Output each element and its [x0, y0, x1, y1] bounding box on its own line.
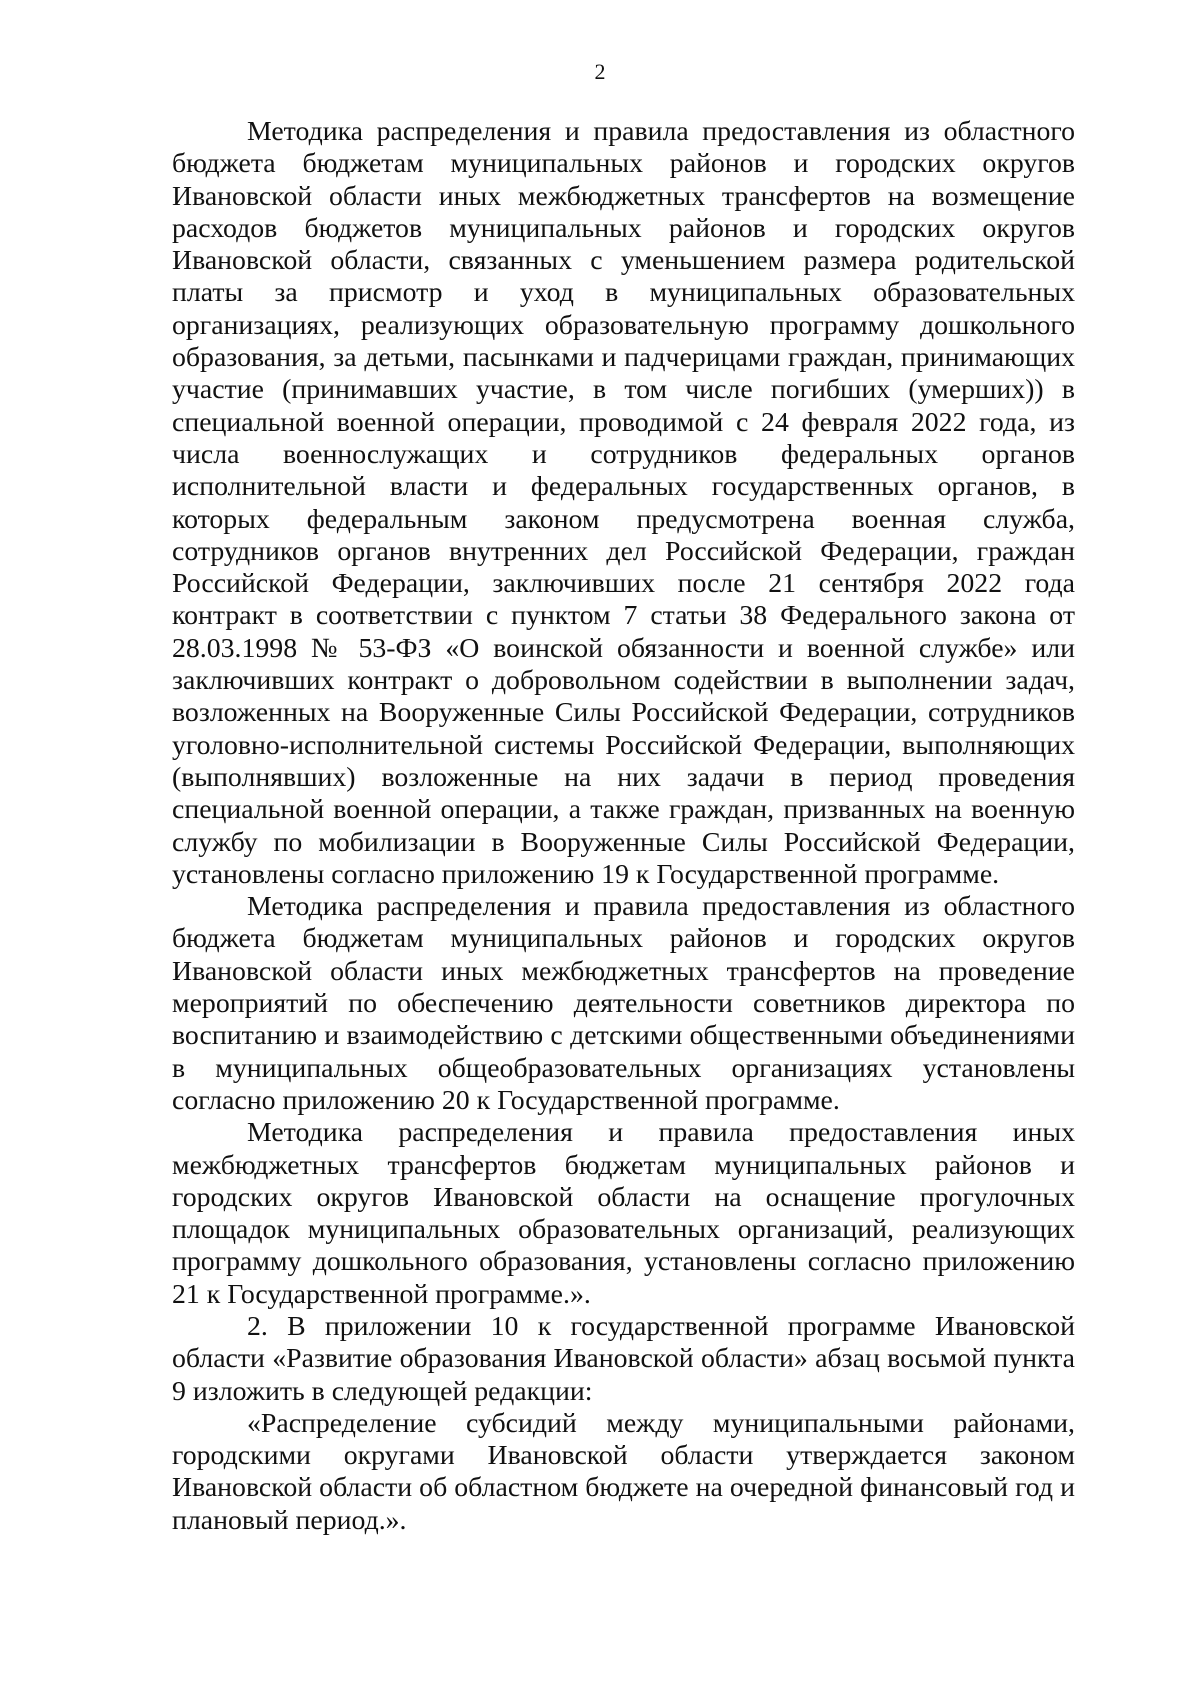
- paragraph-amendment-item-2: 2. В приложении 10 к государственной программе Ивановской области «Развитие образования Ивановской области» абзац восьмой пункта 9 изложить в следующей редакции:: [172, 1310, 1075, 1407]
- document-body: [172, 116, 1075, 1537]
- paragraph-methodology-21: Методика распределения и правила предоставления иных межбюджетных трансфертов бюджетам муниципальных районов и городских округов Ивановской области на оснащение прогулочных площадок муниципальных образовательных организаций, реализующих программу дошкольного образования, установлены согласно приложению 21 к Государственной программе.».: [172, 1117, 1075, 1310]
- page-number: 2: [594, 59, 606, 84]
- paragraph-methodology-19: Методика распределения и правила предоставления из областного бюджета бюджетам муниципальных районов и городских округов Ивановской области иных межбюджетных трансфертов на возмещение расходов бюджетов муниципальных районов и городских округов Ивановской области, связанных с уменьшением размера родительской платы за присмотр и уход в муниципальных образовательных организациях, реализующих образовательную программу дошкольного образования, за детьми, пасынками и падчерицами граждан, принимающих участие (принимавших участие, в том числе погибших (умерших)) в специальной военной операции, проводимой с 24 февраля 2022 года, из числа военнослужащих и сотрудников федеральных органов исполнительной власти и федеральных государственных органов, в которых федеральным законом предусмотрена военная служба, сотрудников органов внутренних дел Российской Федерации, граждан Российской Федерации, заключивших после 21 сентября 2022 года контракт в соответствии с пунктом 7 статьи 38 Федерального закона от 28.03.1998 № 53-ФЗ «О воинской обязанности и военной службе» или заключивших контракт о добровольном содействии в выполнении задач, возложенных на Вооруженные Силы Российской Федерации, сотрудников уголовно-исполнительной системы Российской Федерации, выполняющих (выполнявших) возложенные на них задачи в период проведения специальной военной операции, а также граждан, призванных на военную службу по мобилизации в Вооруженные Силы Российской Федерации, установлены согласно приложению 19 к Государственной программе.: [172, 116, 1075, 890]
- paragraph-methodology-20: Методика распределения и правила предоставления из областного бюджета бюджетам муниципальных районов и городских округов Ивановской области иных межбюджетных трансфертов на проведение мероприятий по обеспечению деятельности советников директора по воспитанию и взаимодействию с детскими общественными объединениями в муниципальных общеобразовательных организациях установлены согласно приложению 20 к Государственной программе.: [172, 891, 1075, 1116]
- paragraph-amendment-quote: «Распределение субсидий между муниципальными районами, городскими округами Ивановской области утверждается законом Ивановской области об областном бюджете на очередной финансовый год и плановый период.».: [172, 1407, 1075, 1536]
